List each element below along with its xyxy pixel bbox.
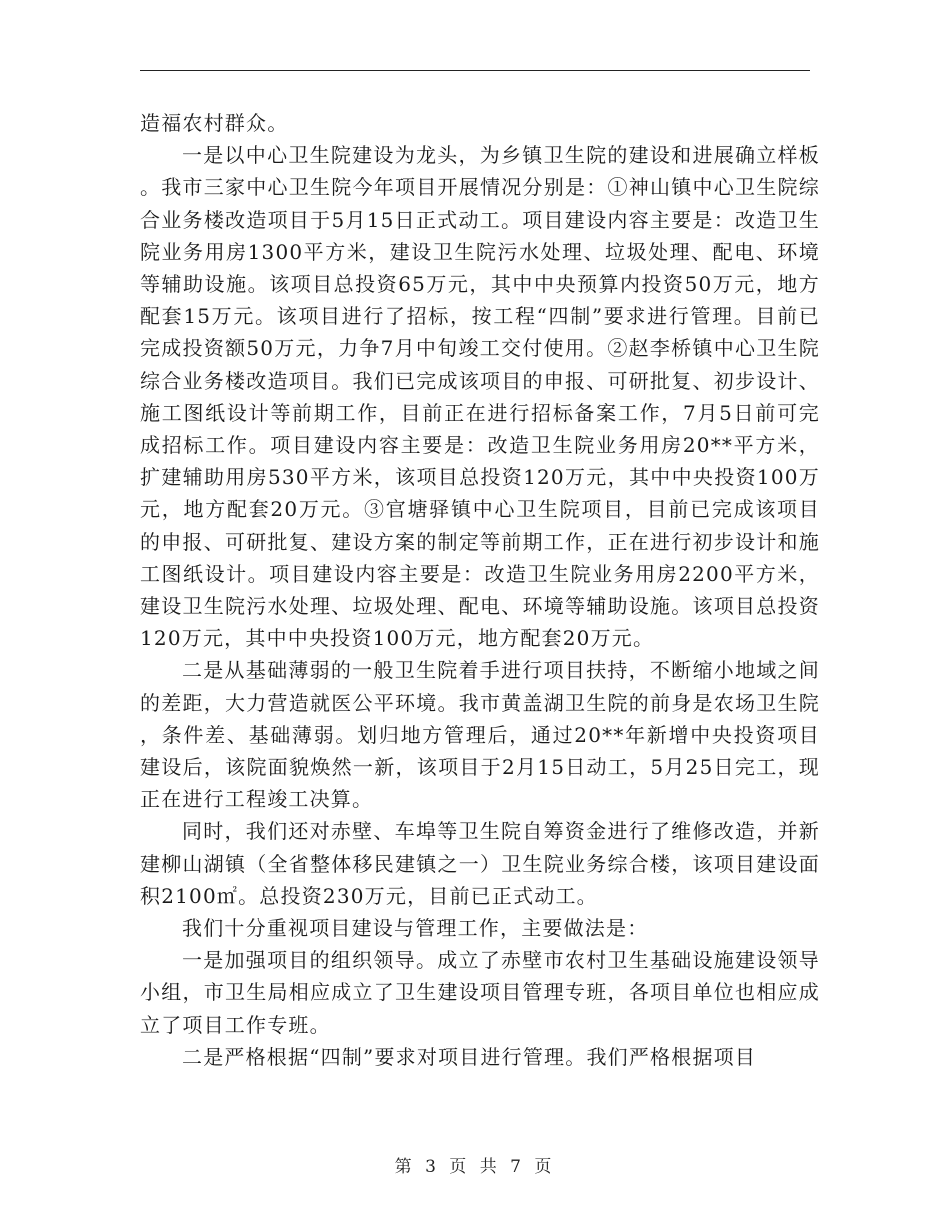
paragraph-2: 一是以中心卫生院建设为龙头，为乡镇卫生院的建设和进展确立样板。我市三家中心卫生院今年项目开展情况分别是：①神山镇中心卫生院综合业务楼改造项目于5月15日正式动工。项目建设内容主要是：改造卫生院业务用房1300平方米，建设卫生院污水处理、垃圾处理、配电、环境等辅助设施。该项目总投资65万元，其中中央预算内投资50万元，地方配套15万元。该项目进行了招标，按工程“四制”要求进行管理。目前已完成投资额50万元，力争7月中旬竣工交付使用。②赵李桥镇中心卫生院综合业务楼改造项目。我们已完成该项目的申报、可研批复、初步设计、施工图纸设计等前期工作，目前正在进行招标备案工作，7月5日前可完成招标工作。项目建设内容主要是：改造卫生院业务用房20**平方米，扩建辅助用房530平方米，该项目总投资120万元，其中中央投资100万元，地方配套20万元。③官塘驿镇中心卫生院项目，目前已完成该项目的申报、可研批复、建设方案的制定等前期工作，正在进行初步设计和施工图纸设计。项目建设内容主要是：改造卫生院业务用房2200平方米，建设卫生院污水处理、垃圾处理、配电、环境等辅助设施。该项目总投资120万元，其中中央投资100万元，地方配套20万元。 [140, 143, 820, 651]
paragraph-4: 同时，我们还对赤壁、车埠等卫生院自筹资金进行了维修改造，并新建柳山湖镇（全省整体移民建镇之一）卫生院业务综合楼，该项目建设面积2100㎡。总投资230万元，目前已正式动工。 [140, 819, 820, 908]
paragraph-5: 我们十分重视项目建设与管理工作，主要做法是： [182, 916, 649, 941]
paragraph-1: 造福农村群众。 [140, 111, 289, 135]
document-body [140, 107, 820, 1073]
paragraph-6: 一是加强项目的组织领导。成立了赤壁市农村卫生基础设施建设领导小组，市卫生局相应成立了卫生建设项目管理专班，各项目单位也相应成立了项目工作专班。 [140, 948, 820, 1037]
page-number: 第 3 页 共 7 页 [394, 1157, 556, 1177]
header-rule [140, 70, 810, 71]
paragraph-3: 二是从基础薄弱的一般卫生院着手进行项目扶持，不断缩小地域之间的差距，大力营造就医公平环境。我市黄盖湖卫生院的前身是农场卫生院，条件差、基础薄弱。划归地方管理后，通过20**年新增中央投资项目建设后，该院面貌焕然一新，该项目于2月15日动工，5月25日完工，现正在进行工程竣工决算。 [140, 658, 820, 812]
paragraph-7: 二是严格根据“四制”要求对项目进行管理。我们严格根据项目 [182, 1044, 757, 1069]
